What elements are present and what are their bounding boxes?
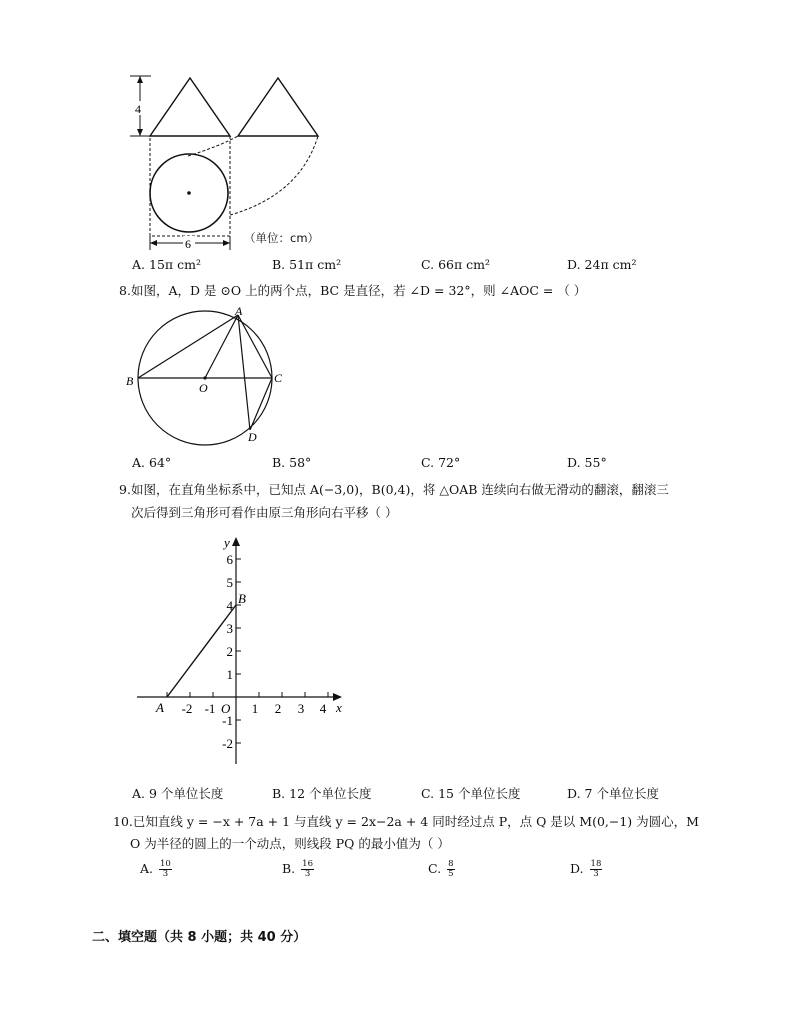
q9-y-tick: 4 — [226, 598, 233, 613]
q9-y-axis-label: y — [224, 535, 230, 550]
q7-option-b[interactable]: B. 51π cm² — [272, 257, 342, 272]
q9-origin-label: O — [221, 701, 231, 716]
q7-height-label: 4 — [135, 102, 141, 116]
q8-option-a[interactable]: A. 64° — [132, 455, 172, 470]
q9-y-tick: 6 — [226, 552, 233, 567]
q10-option-a[interactable]: A. $\frac{10}{3}$ — [140, 859, 171, 879]
q9-point-b-label: B — [238, 591, 246, 606]
q8-label-o: O — [199, 381, 208, 395]
q10-stem-line2: O 为半径的圆上的一个动点，则线段 PQ 的最小值为（ ） — [130, 836, 450, 851]
section-heading: 二、填空题（共 8 小题；共 40 分） — [92, 930, 307, 945]
q9-stem-line1: 9.如图，在直角坐标系中，已知点 A(−3,0)，B(0,4)，将 △OAB 连续向右做无滑动的翻滚，翻滚三 — [119, 482, 669, 497]
q10-option-a-fraction: $\frac{10}{3}$ — [160, 859, 171, 879]
q10-option-c-fraction: $\frac{8}{5}$ — [448, 859, 454, 879]
q9-x-tick: 1 — [251, 701, 259, 716]
q9-x-tick: -1 — [204, 701, 216, 716]
q10-option-b-fraction: $\frac{16}{3}$ — [302, 859, 313, 879]
q8-text: 如图，A，D 是 ⊙O 上的两个点，BC 是直径，若 ∠D = 32°，则 ∠AOC = （ ） — [130, 283, 587, 298]
q8-label-d: D — [248, 430, 257, 444]
q8-label-a: A — [235, 304, 243, 318]
q9-option-d[interactable]: D. 7 个单位长度 — [567, 786, 659, 801]
q8-figure — [120, 303, 295, 448]
q7-width-label: 6 — [185, 237, 191, 251]
q10-option-c[interactable]: C. $\frac{8}{5}$ — [428, 859, 454, 879]
q7-triangle-right — [238, 78, 318, 136]
q10-option-d-fraction: $\frac{18}{3}$ — [590, 859, 602, 879]
q7-triangle-left — [150, 78, 230, 136]
q7-option-c[interactable]: C. 66π cm² — [421, 257, 491, 272]
q9-point-a-label: A — [156, 700, 164, 715]
q7-unit-note: （单位：cm） — [244, 231, 320, 245]
q8-option-b[interactable]: B. 58° — [272, 455, 312, 470]
q8-number: 8. — [119, 283, 131, 298]
q9-y-tick: 5 — [226, 575, 233, 590]
q9-figure — [130, 532, 350, 772]
q9-x-tick: -2 — [181, 701, 193, 716]
q9-stem-line2: 次后得到三角形可看作由原三角形向右平移（ ） — [131, 505, 398, 520]
q7-option-a[interactable]: A. 15π cm² — [132, 257, 201, 272]
q9-y-tick: -1 — [222, 713, 233, 728]
q9-number: 9. — [119, 482, 131, 497]
q8-label-b: B — [126, 374, 134, 388]
q10-option-d[interactable]: D. $\frac{18}{3}$ — [570, 859, 602, 879]
q8-option-d[interactable]: D. 55° — [567, 455, 607, 470]
q9-option-b[interactable]: B. 12 个单位长度 — [272, 786, 372, 801]
q7-option-d[interactable]: D. 24π cm² — [567, 257, 637, 272]
q9-y-tick: -2 — [222, 736, 233, 751]
q9-x-tick: 2 — [274, 701, 282, 716]
q9-y-tick: 1 — [226, 667, 233, 682]
q7-figure — [120, 70, 340, 255]
q10-number: 10. — [113, 814, 133, 829]
q10-option-b[interactable]: B. $\frac{16}{3}$ — [282, 859, 313, 879]
q8-option-c[interactable]: C. 72° — [421, 455, 461, 470]
q10-stem-line1: 10.已知直线 y = −x + 7a + 1 与直线 y = 2x−2a + 4 同时经过点 P，点 Q 是以 M(0,−1) 为圆心，M — [113, 814, 699, 829]
q9-y-tick: 3 — [226, 621, 233, 636]
q9-option-c[interactable]: C. 15 个单位长度 — [421, 786, 521, 801]
q9-x-tick: 3 — [297, 701, 305, 716]
q9-y-tick: 2 — [226, 644, 233, 659]
q9-option-a[interactable]: A. 9 个单位长度 — [132, 786, 224, 801]
q9-x-axis-label: x — [336, 700, 342, 715]
q8-stem — [119, 283, 586, 299]
q9-x-tick: 4 — [319, 701, 327, 716]
q8-label-c: C — [274, 371, 283, 385]
